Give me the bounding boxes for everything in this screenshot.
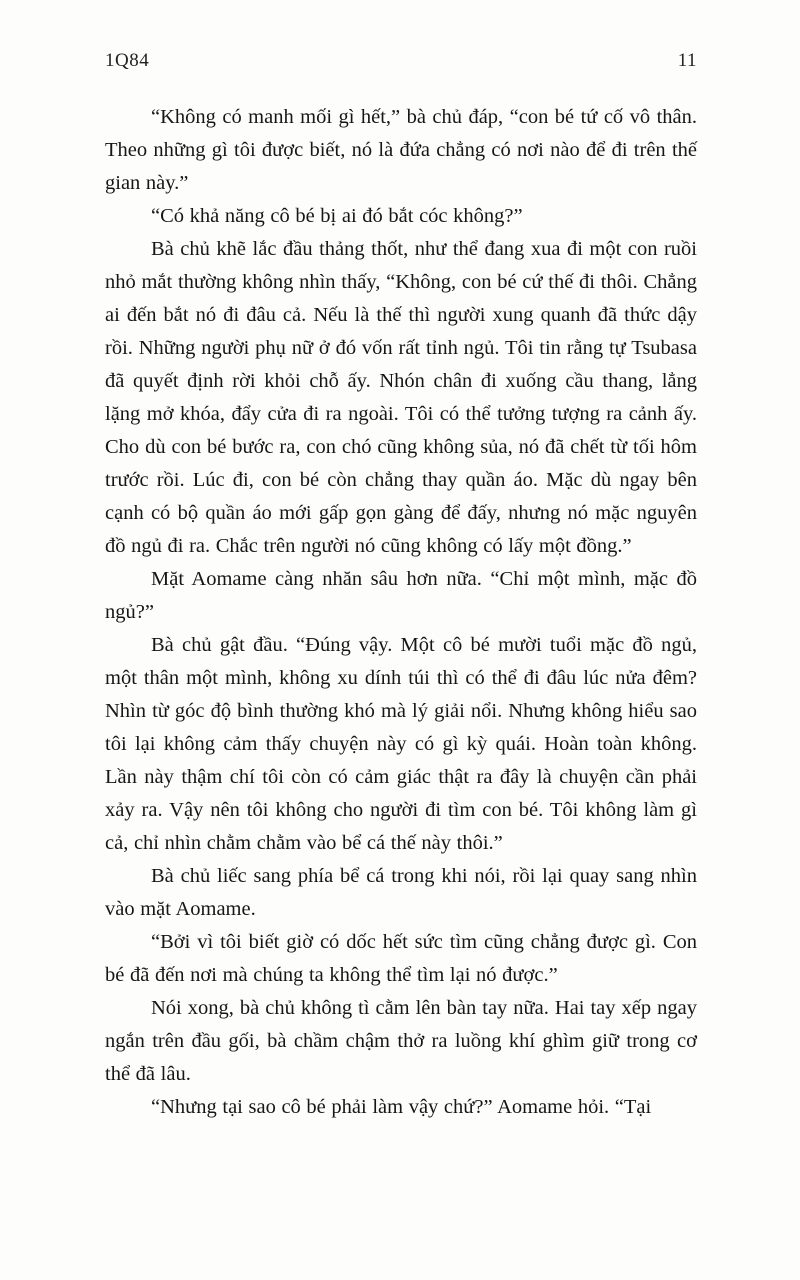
paragraph: Bà chủ khẽ lắc đầu thảng thốt, như thể đang xua đi một con ruồi nhỏ mắt thường không nhìn thấy, “Không, con bé cứ thế đi thôi. Chẳng ai đến bắt nó đi đâu cả. Nếu là thế thì người xung quanh đã thức dậy rồi. Những người phụ nữ ở đó vốn rất tỉnh ngủ. Tôi tin rằng tự Tsubasa đã quyết định rời khỏi chỗ ấy. Nhón chân đi xuống cầu thang, lẳng lặng mở khóa, đẩy cửa đi ra ngoài. Tôi có thể tưởng tượng ra cảnh ấy. Cho dù con bé bước ra, con chó cũng không sủa, nó đã chết từ tối hôm trước rồi. Lúc đi, con bé còn chẳng thay quần áo. Mặc dù ngay bên cạnh có bộ quần áo mới gấp gọn gàng để đấy, nhưng nó mặc nguyên đồ ngủ đi ra. Chắc trên người nó cũng không có lấy một đồng.” xyxy=(105,238,697,557)
paragraph: Mặt Aomame càng nhăn sâu hơn nữa. “Chỉ một mình, mặc đồ ngủ?” xyxy=(105,568,697,623)
paragraph: Nói xong, bà chủ không tì cằm lên bàn tay nữa. Hai tay xếp ngay ngắn trên đầu gối, bà chầm chậm thở ra luồng khí ghìm giữ trong cơ thể đã lâu. xyxy=(105,997,697,1085)
running-head-title: 1Q84 xyxy=(105,50,150,71)
page-header xyxy=(105,50,697,72)
page-body xyxy=(105,101,697,1124)
paragraph: “Không có manh mối gì hết,” bà chủ đáp, “con bé tứ cố vô thân. Theo những gì tôi được biết, nó là đứa chẳng có nơi nào để đi trên thế gian này.” xyxy=(105,106,697,194)
paragraph: Bà chủ liếc sang phía bể cá trong khi nói, rồi lại quay sang nhìn vào mặt Aomame. xyxy=(105,865,697,920)
paragraph: Bà chủ gật đầu. “Đúng vậy. Một cô bé mười tuổi mặc đồ ngủ, một thân một mình, không xu dính túi thì có thể đi đâu lúc nửa đêm? Nhìn từ góc độ bình thường khó mà lý giải nổi. Nhưng không hiểu sao tôi lại không cảm thấy chuyện này có gì kỳ quái. Hoàn toàn không. Lần này thậm chí tôi còn có cảm giác thật ra đây là chuyện cần phải xảy ra. Vậy nên tôi không cho người đi tìm con bé. Tôi không làm gì cả, chỉ nhìn chằm chằm vào bể cá thế này thôi.” xyxy=(105,634,697,854)
paragraph: “Có khả năng cô bé bị ai đó bắt cóc không?” xyxy=(151,205,523,227)
paragraph: “Bởi vì tôi biết giờ có dốc hết sức tìm cũng chẳng được gì. Con bé đã đến nơi mà chúng ta không thể tìm lại nó được.” xyxy=(105,931,697,986)
paragraph: “Nhưng tại sao cô bé phải làm vậy chứ?” Aomame hỏi. “Tại xyxy=(151,1096,652,1118)
page-number: 11 xyxy=(677,50,697,71)
